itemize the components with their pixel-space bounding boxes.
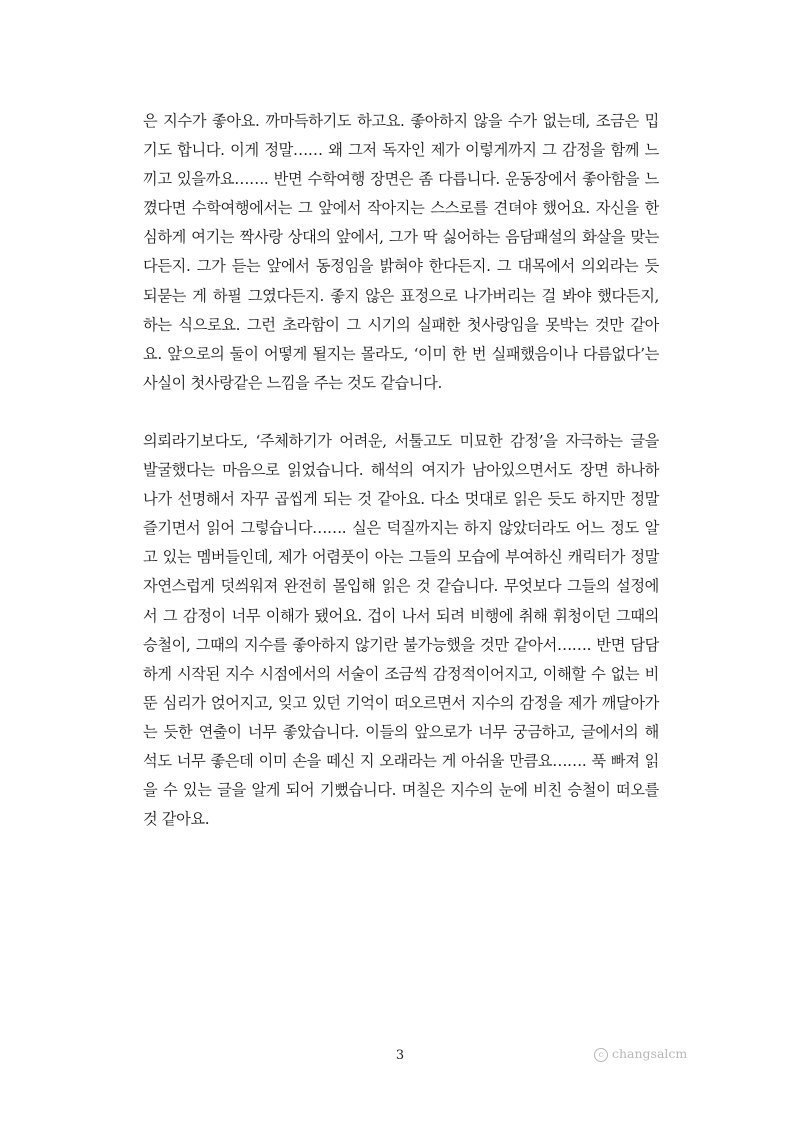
text-line: 되묻는 게 하필 그였다든지. 좋지 않은 표정으로 나가버리는 걸 봐야 했다든지, [143, 286, 659, 305]
text-line: 끼고 있을까요……. 반면 수학여행 장면은 좀 다릅니다. 운동장에서 좋아함을 느 [143, 170, 659, 189]
paragraph [143, 427, 659, 834]
text-line: 하게 시작된 지수 시점에서의 서술이 조금씩 감정적이어지고, 이해할 수 없는 비 [143, 664, 659, 683]
text-line: 승철이, 그때의 지수를 좋아하지 않기란 불가능했을 것만 같아서……. 반면 담담 [143, 635, 659, 654]
page-number: 3 [395, 1048, 405, 1063]
text-line: 기도 합니다. 이게 정말…… 왜 그저 독자인 제가 이렇게까지 그 감정을 함께 느 [143, 141, 659, 160]
text-line: 을 수 있는 글을 알게 되어 기뻤습니다. 며칠은 지수의 눈에 비친 승철이 떠오를 [143, 781, 659, 800]
text-line: 심하게 여기는 짝사랑 상대의 앞에서, 그가 딱 싫어하는 음담패설의 화살을 맞는 [143, 228, 659, 247]
watermark-text: changsalcm [612, 1046, 688, 1061]
watermark [594, 1046, 687, 1062]
text-line: 꼈다면 수학여행에서는 그 앞에서 작아지는 스스로를 견뎌야 했어요. 자신을 한 [143, 199, 659, 218]
copyright-icon: c [594, 1048, 608, 1062]
paragraph-spacer [143, 398, 659, 427]
text-line: 의뢰라기보다도, ‘주체하기가 어려운, 서툴고도 미묘한 감정’을 자극하는 글을 [143, 431, 659, 450]
text-line: 하는 식으로요. 그런 초라함이 그 시기의 실패한 첫사랑임을 못박는 것만 같아 [143, 315, 659, 334]
text-line: 발굴했다는 마음으로 읽었습니다. 해석의 여지가 남아있으면서도 장면 하나하 [143, 461, 659, 480]
text-line: 서 그 감정이 너무 이해가 됐어요. 겁이 나서 되려 비행에 취해 휘청이던 그때의 [143, 606, 659, 625]
text-line: 뚠 심리가 얹어지고, 잊고 있던 기억이 떠오르면서 지수의 감정을 제가 깨달아가 [143, 693, 659, 712]
text-line: 즐기면서 읽어 그렇습니다……. 실은 덕질까지는 하지 않았더라도 어느 정도 알 [143, 519, 659, 538]
text-line: 고 있는 멤버들인데, 제가 어렴풋이 아는 그들의 모습에 부여하신 캐릭터가 정말 [143, 548, 659, 567]
text-line: 사실이 첫사랑같은 느낌을 주는 것도 같습니다. [143, 373, 442, 392]
text-line: 다든지. 그가 듣는 앞에서 동정임을 밝혀야 한다든지. 그 대목에서 의외라는 듯 [143, 257, 659, 276]
text-line: 것 같아요. [143, 810, 210, 829]
text-line: 는 듯한 연출이 너무 좋았습니다. 이들의 앞으로가 너무 궁금하고, 글에서의 해 [143, 722, 659, 741]
text-line: 나가 선명해서 자꾸 곱씹게 되는 것 같아요. 다소 멋대로 읽은 듯도 하지만 정말 [143, 490, 659, 509]
body-text [143, 107, 659, 834]
text-line: 요. 앞으로의 둘이 어떻게 될지는 몰라도, ‘이미 한 번 실패했음이나 다름없다’는 [143, 344, 659, 363]
text-line: 석도 너무 좋은데 이미 손을 떼신 지 오래라는 게 아쉬울 만큼요……. 푹 빠져 읽 [143, 751, 659, 770]
text-line: 은 지수가 좋아요. 까마득하기도 하고요. 좋아하지 않을 수가 없는데, 조금은 밉 [143, 112, 659, 130]
text-line: 자연스럽게 덧씌워져 완전히 몰입해 읽은 것 같습니다. 무엇보다 그들의 설정에 [143, 577, 659, 596]
paragraph [143, 107, 659, 398]
